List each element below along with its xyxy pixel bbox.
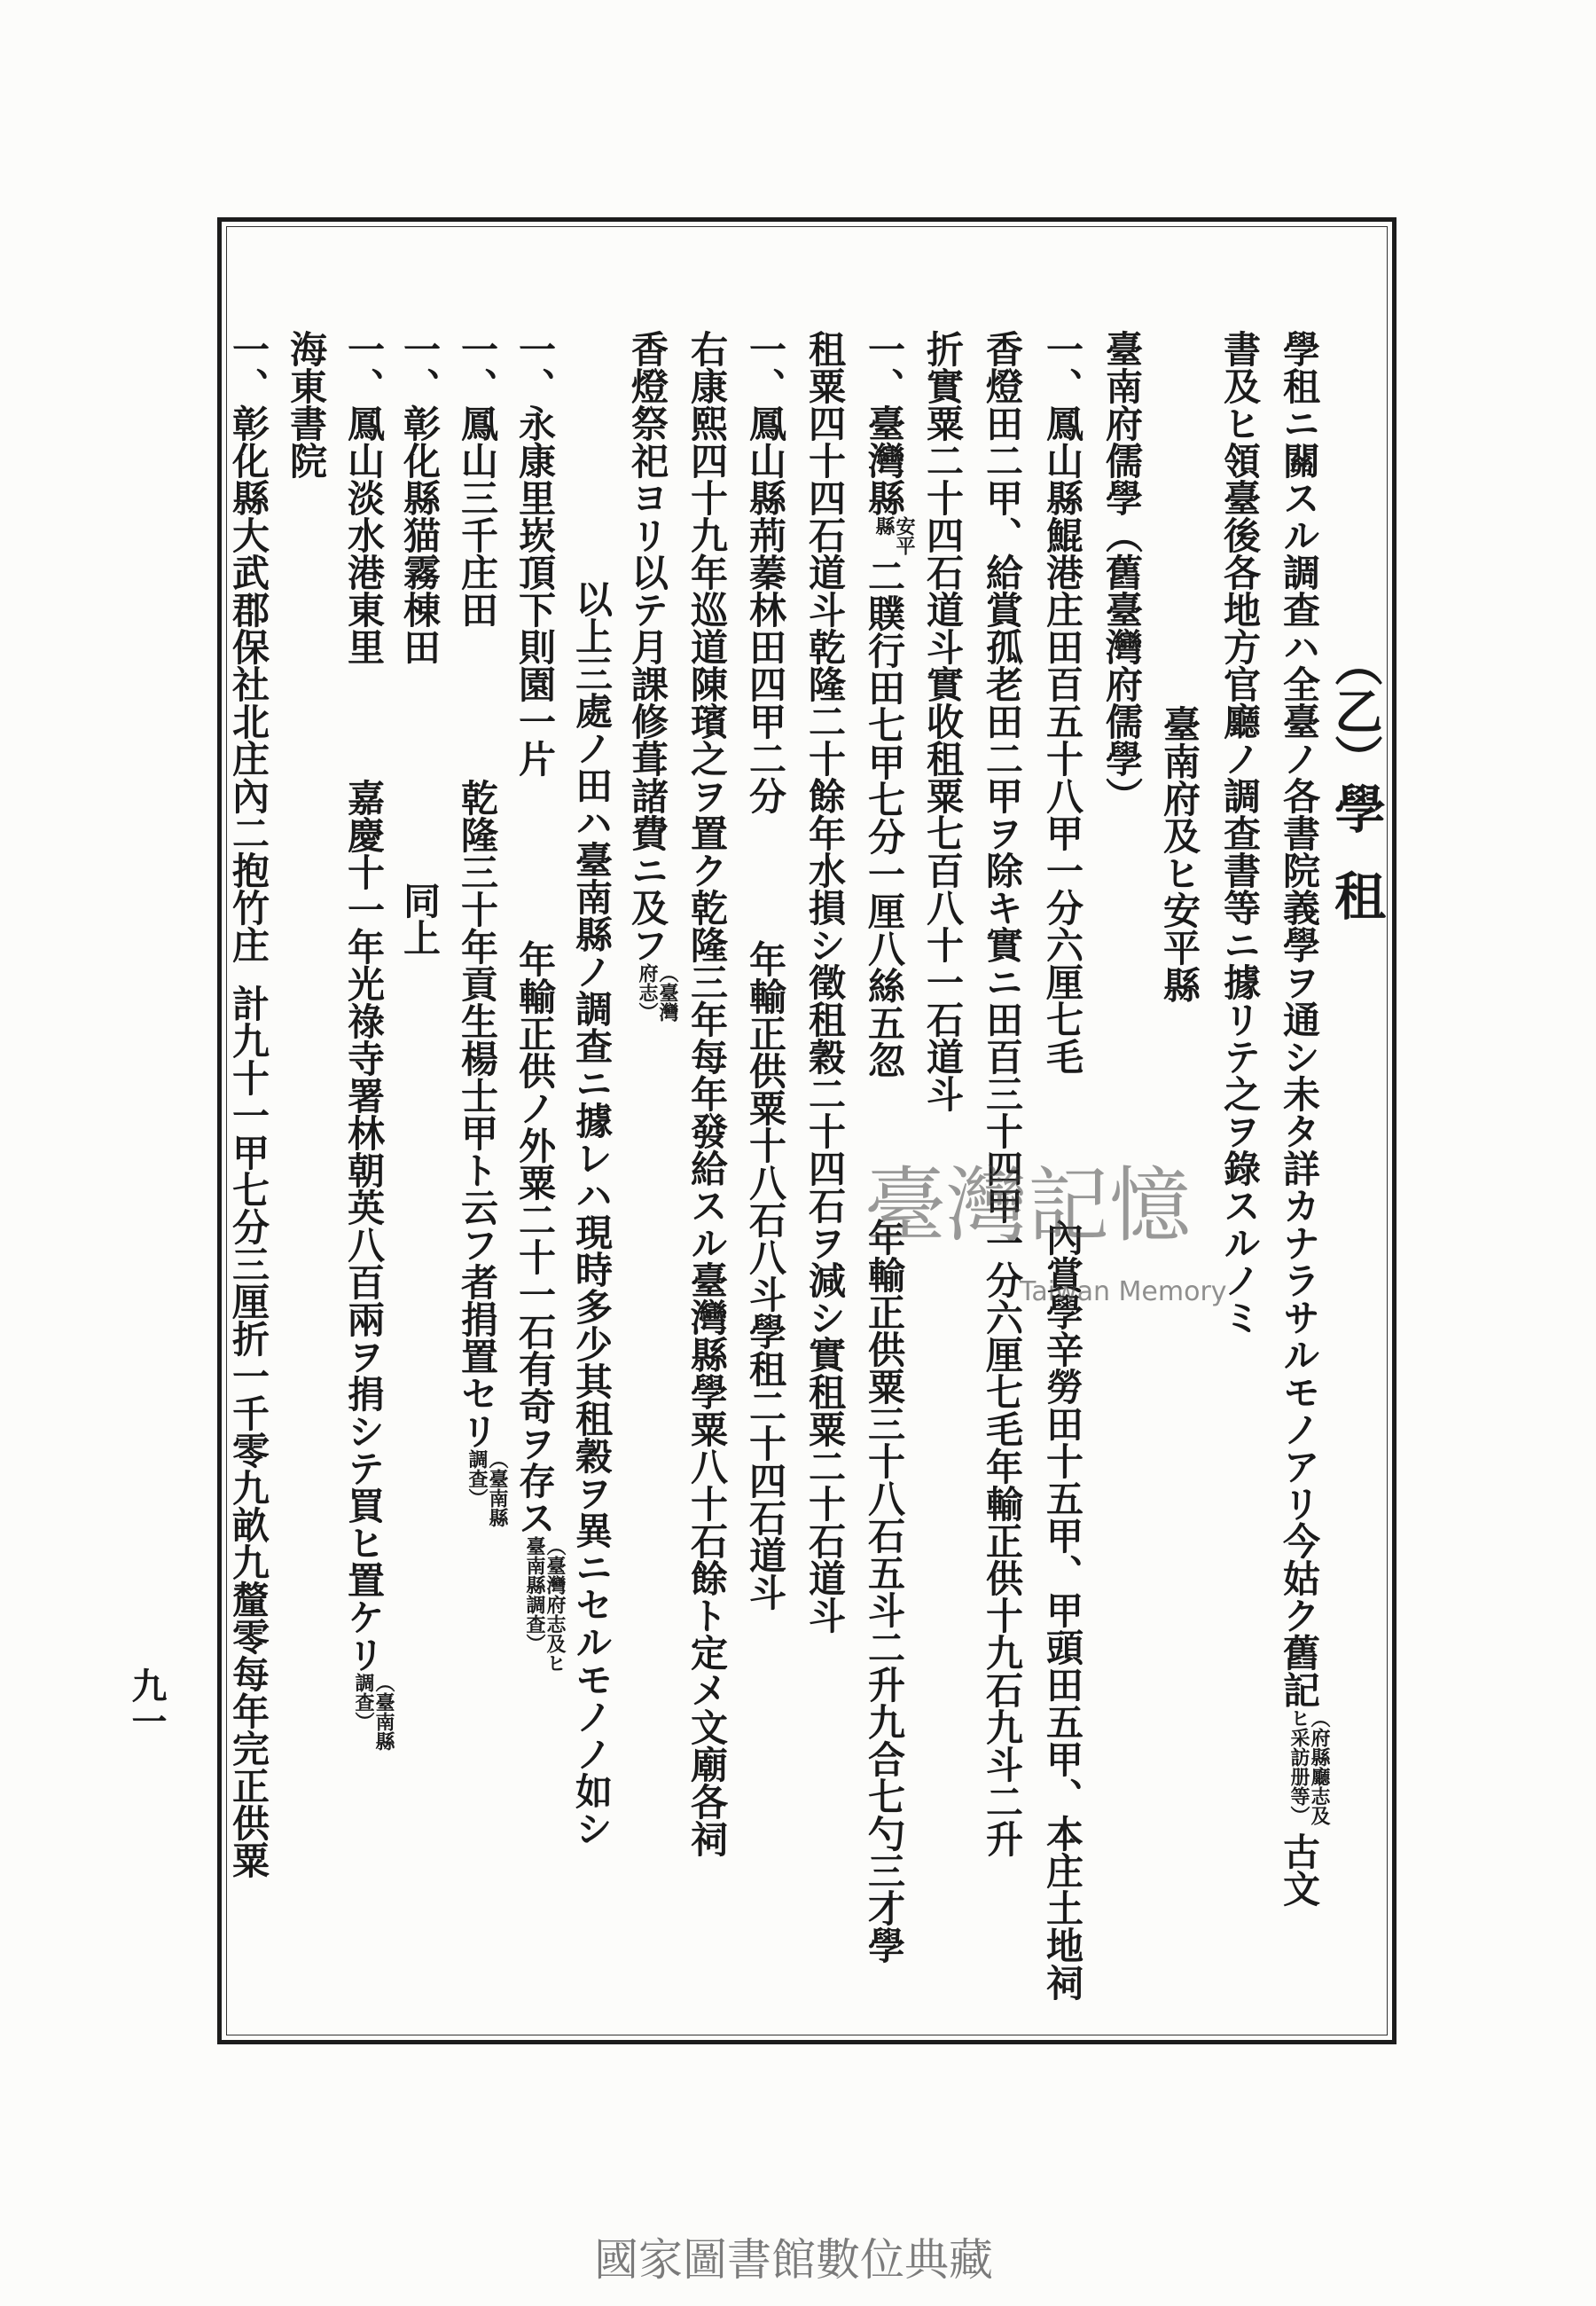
intro-line-1 xyxy=(1280,330,1329,1907)
intro-text-b: 古文 xyxy=(1278,1832,1321,1907)
item4-detail xyxy=(513,940,567,1679)
item3-detail: 年輸正供粟十八石八斗學租二十四石道斗 xyxy=(744,940,787,1611)
item4-note: （臺灣府志及ヒ臺南縣調查） xyxy=(523,1536,567,1673)
item2-detail-2: 租粟四十四石道斗乾隆二十餘年水損シ徵租穀二十四石ヲ減シ實租粟二十石道斗 xyxy=(803,330,847,1634)
item1-detail-2: 香燈田二甲、給賞孤老田二甲ヲ除キ實ニ田百三十四甲一分六厘七毛年輸正供十九石九斗二升 xyxy=(981,330,1024,1857)
item1-detail-3: 折實粟二十四石道斗實收租粟七百八十一石道斗 xyxy=(921,330,965,1112)
intro-line-2: 書及ヒ領臺後各地方官廳ノ調查書等ニ據リテ之ヲ錄スルノミ xyxy=(1218,330,1262,1336)
item7-detail xyxy=(342,779,395,1754)
item4-lead: 一、永康里崁頂下則園一片 xyxy=(513,330,557,777)
item1-detail-1: 內賞學辛勞田十五甲、甲頭田五甲、本庄土地祠 xyxy=(1041,1219,1084,2001)
item1-lead: 一、鳳山縣鯤港庄田百五十八甲一分六厘七毛 xyxy=(1041,330,1084,1075)
academy-heading: 海東書院 xyxy=(285,330,328,479)
item5-lead: 一、鳳山三千庄田 xyxy=(456,330,499,628)
item2-lead-b: 二贌行田七甲七分一厘八絲五忽 xyxy=(863,557,906,1078)
item5-detail xyxy=(458,779,507,1531)
item7-note: （臺南縣調查） xyxy=(352,1673,395,1751)
remark1-line-1: 右康熙四十九年巡道陳璸之ヲ置ク乾隆三年每年發給スル臺灣縣學粟八十石餘ト定メ文廟各祠 xyxy=(685,330,729,1857)
item6-detail: 同上 xyxy=(398,882,442,956)
academy-item1-lead: 一、彰化縣大武郡保社北庄內二抱竹庄 xyxy=(227,330,270,963)
item7-lead: 一、鳳山淡水港東里 xyxy=(342,330,386,665)
item5-note: （臺南縣調查） xyxy=(466,1449,509,1527)
school-heading xyxy=(1100,330,1144,814)
item2-lead xyxy=(865,330,914,1078)
remark1-line-2 xyxy=(626,330,679,1024)
item4-detail-text: 年輸正供ノ外粟二十一石有奇ヲ存ス xyxy=(513,940,557,1536)
section-title xyxy=(1326,639,1386,956)
school-heading-text: 臺南府儒學 xyxy=(1100,330,1144,516)
item7-detail-text: 嘉慶十一年光祿寺署林朝英八百兩ヲ捐シテ買ヒ置ケリ xyxy=(342,779,386,1673)
intro-text-a: 學租ニ關スル調查ハ全臺ノ各書院義學ヲ通シ未タ詳カナラサルモノアリ今姑ク舊記 xyxy=(1278,330,1321,1708)
section-label: （乙） xyxy=(1327,639,1384,782)
section-title-text: 學租 xyxy=(1326,782,1386,956)
remark1-text-2: 香燈祭祀ヨリ以テ月課修葺諸費ニ及フ xyxy=(626,330,669,963)
archive-footer: 國家圖書館數位典藏 xyxy=(594,2234,993,2286)
item2-detail-1: 年輸正供粟三十八石五斗二升九合七勺三才學 xyxy=(863,1219,906,1964)
academy-item1-detail: 計九十一甲七分三厘折一千零九畝九釐零每年完正供粟 xyxy=(227,984,270,1879)
item3-lead: 一、鳳山縣荊蓁林田四甲二分 xyxy=(744,330,787,814)
intro-note: （府縣廳志及ヒ采訪册等） xyxy=(1287,1708,1331,1825)
item2-lead-a: 一、臺灣縣 xyxy=(863,330,906,516)
item2-lead-note: 安平縣 xyxy=(872,516,916,555)
item5-detail-text: 乾隆三十年貢生楊士甲ト云フ者捐置セリ xyxy=(456,779,499,1449)
school-heading-note: （舊臺灣府儒學） xyxy=(1100,516,1144,814)
item6-lead: 一、彰化縣猫霧棟田 xyxy=(398,330,442,665)
section-subtitle: 臺南府及ヒ安平縣 xyxy=(1158,705,1201,1003)
remark2: 以上三處ノ田ハ臺南縣ノ調查ニ據レハ現時多少其租穀ヲ異ニセルモノノ如シ xyxy=(570,580,614,1847)
watermark-subtext: Taiwan Memory xyxy=(1020,1276,1227,1307)
watermark-logo: 臺灣記憶 xyxy=(864,1158,1192,1253)
page-number: 九一 xyxy=(126,1667,168,1738)
remark1-note: （臺灣府志） xyxy=(636,963,679,1022)
